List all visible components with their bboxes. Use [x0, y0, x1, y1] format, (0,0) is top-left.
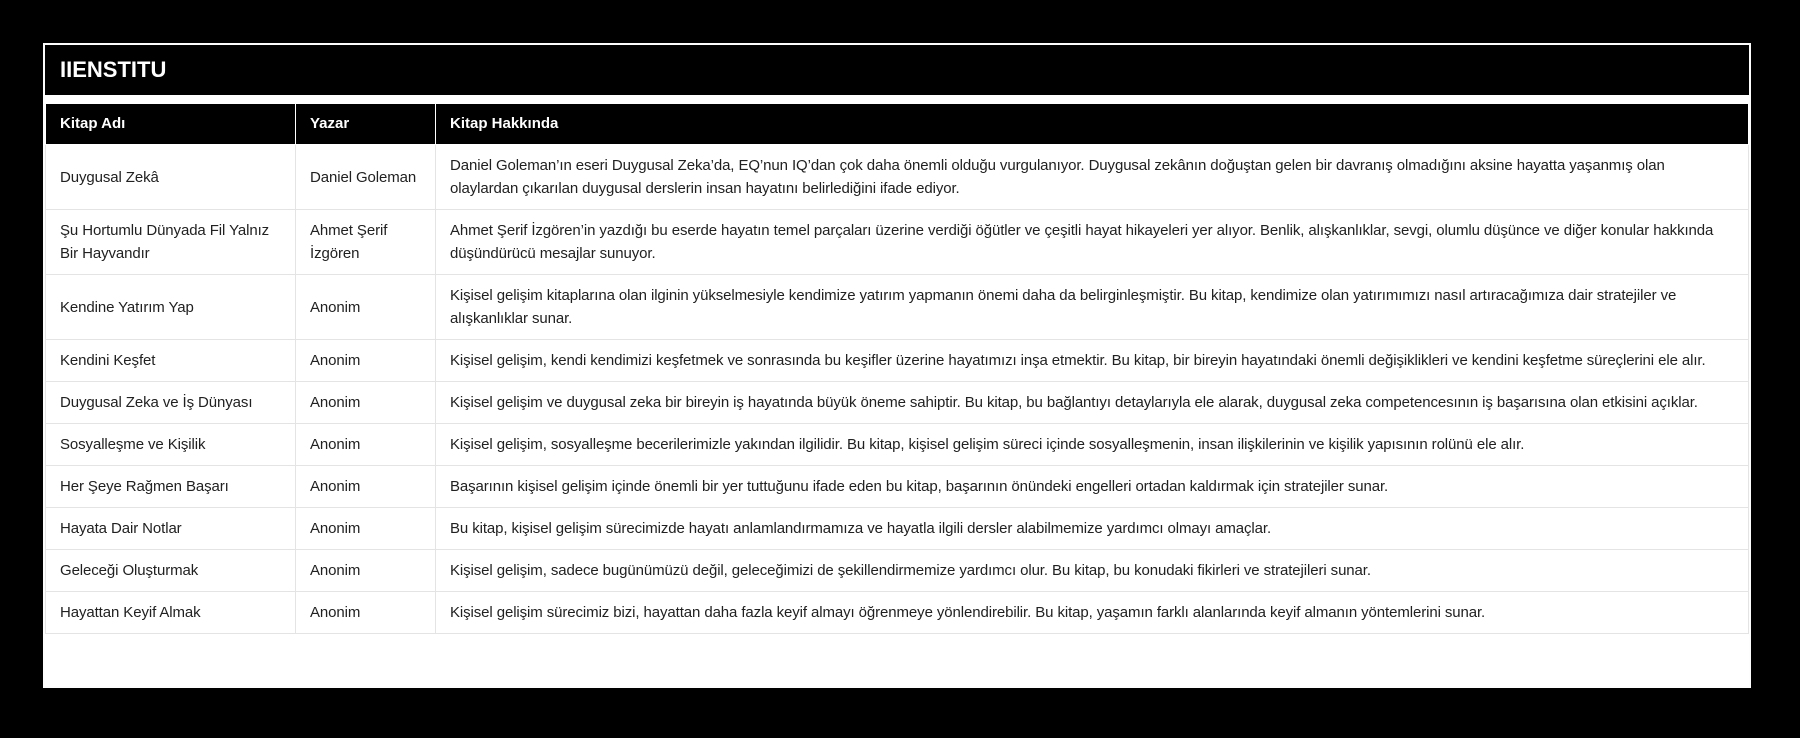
column-header-yazar: Yazar — [296, 104, 436, 145]
cell-yazar: Anonim — [296, 382, 436, 424]
cell-hakkinda: Kişisel gelişim, kendi kendimizi keşfetmek ve sonrasında bu keşifler üzerine hayatımızı inşa etmektir. Bu kitap, bir bireyin hayatındaki önemli değişiklikleri ve kendini keşfetme süreçlerini ele alır. — [436, 340, 1749, 382]
table-body — [46, 145, 1749, 634]
cell-hakkinda: Daniel Goleman’ın eseri Duygusal Zeka’da, EQ’nun IQ’dan çok daha önemli olduğu vurgulanıyor. Duygusal zekânın doğuştan gelen bir davranış olmadığını aksine hayatta yaşanmış olan olaylardan çıkarılan duygusal derslerin insan hayatını belirlediğini ifade ediyor. — [436, 145, 1749, 210]
cell-yazar: Anonim — [296, 466, 436, 508]
cell-yazar: Anonim — [296, 592, 436, 634]
column-header-hakkinda: Kitap Hakkında — [436, 104, 1749, 145]
cell-yazar: Anonim — [296, 508, 436, 550]
cell-kitap-adi: Hayata Dair Notlar — [46, 508, 296, 550]
cell-yazar: Anonim — [296, 424, 436, 466]
table-row — [46, 592, 1749, 634]
cell-yazar: Anonim — [296, 550, 436, 592]
cell-kitap-adi: Hayattan Keyif Almak — [46, 592, 296, 634]
cell-kitap-adi: Her Şeye Rağmen Başarı — [46, 466, 296, 508]
table-header-row — [46, 104, 1749, 145]
cell-yazar: Ahmet Şerif İzgören — [296, 210, 436, 275]
table-row — [46, 550, 1749, 592]
table-row — [46, 145, 1749, 210]
cell-kitap-adi: Duygusal Zekâ — [46, 145, 296, 210]
cell-hakkinda: Kişisel gelişim, sosyalleşme becerilerimizle yakından ilgilidir. Bu kitap, kişisel gelişim süreci içinde sosyalleşmenin, insan ilişkilerinin ve kişilik yapısının rolünü ele alır. — [436, 424, 1749, 466]
cell-kitap-adi: Şu Hortumlu Dünyada Fil Yalnız Bir Hayvandır — [46, 210, 296, 275]
table-row — [46, 508, 1749, 550]
table-row — [46, 382, 1749, 424]
table-row — [46, 340, 1749, 382]
books-table-card — [43, 43, 1751, 688]
cell-yazar: Daniel Goleman — [296, 145, 436, 210]
page-title: IIENSTITU — [45, 45, 1749, 95]
cell-kitap-adi: Kendine Yatırım Yap — [46, 275, 296, 340]
cell-kitap-adi: Geleceği Oluşturmak — [46, 550, 296, 592]
cell-yazar: Anonim — [296, 275, 436, 340]
cell-kitap-adi: Duygusal Zeka ve İş Dünyası — [46, 382, 296, 424]
cell-hakkinda: Bu kitap, kişisel gelişim sürecimizde hayatı anlamlandırmamıza ve hayatla ilgili dersler alabilmemize yardımcı olmayı amaçlar. — [436, 508, 1749, 550]
cell-hakkinda: Başarının kişisel gelişim içinde önemli bir yer tuttuğunu ifade eden bu kitap, başarının önündeki engelleri ortadan kaldırmak için stratejiler sunar. — [436, 466, 1749, 508]
cell-hakkinda: Kişisel gelişim ve duygusal zeka bir bireyin iş hayatında büyük öneme sahiptir. Bu kitap, bu bağlantıyı detaylarıyla ele alarak, duygusal zeka competencesının iş başarısına olan etkisini açıklar. — [436, 382, 1749, 424]
table-head — [46, 104, 1749, 145]
cell-yazar: Anonim — [296, 340, 436, 382]
column-header-kitap-adi: Kitap Adı — [46, 104, 296, 145]
books-table — [45, 103, 1749, 634]
table-row — [46, 466, 1749, 508]
table-row — [46, 210, 1749, 275]
cell-hakkinda: Ahmet Şerif İzgören’in yazdığı bu eserde hayatın temel parçaları üzerine verdiği öğütler ve çeşitli hayat hikayeleri yer alıyor. Benlik, alışkanlıklar, sevgi, olumlu düşünce ve diğer konular hakkında düşündürücü mesajlar sunuyor. — [436, 210, 1749, 275]
table-row — [46, 424, 1749, 466]
cell-kitap-adi: Kendini Keşfet — [46, 340, 296, 382]
cell-hakkinda: Kişisel gelişim sürecimiz bizi, hayattan daha fazla keyif almayı öğrenmeye yönlendirebilir. Bu kitap, yaşamın farklı alanlarında keyif almanın yöntemlerini sunar. — [436, 592, 1749, 634]
cell-hakkinda: Kişisel gelişim, sadece bugünümüzü değil, geleceğimizi de şekillendirmemize yardımcı olur. Bu kitap, bu konudaki fikirleri ve stratejileri sunar. — [436, 550, 1749, 592]
table-row — [46, 275, 1749, 340]
cell-kitap-adi: Sosyalleşme ve Kişilik — [46, 424, 296, 466]
cell-hakkinda: Kişisel gelişim kitaplarına olan ilginin yükselmesiyle kendimize yatırım yapmanın önemi daha da belirginleşmiştir. Bu kitap, kendimize olan yatırımımızı nasıl artıracağımıza dair stratejiler ve alışkanlıklar sunar. — [436, 275, 1749, 340]
